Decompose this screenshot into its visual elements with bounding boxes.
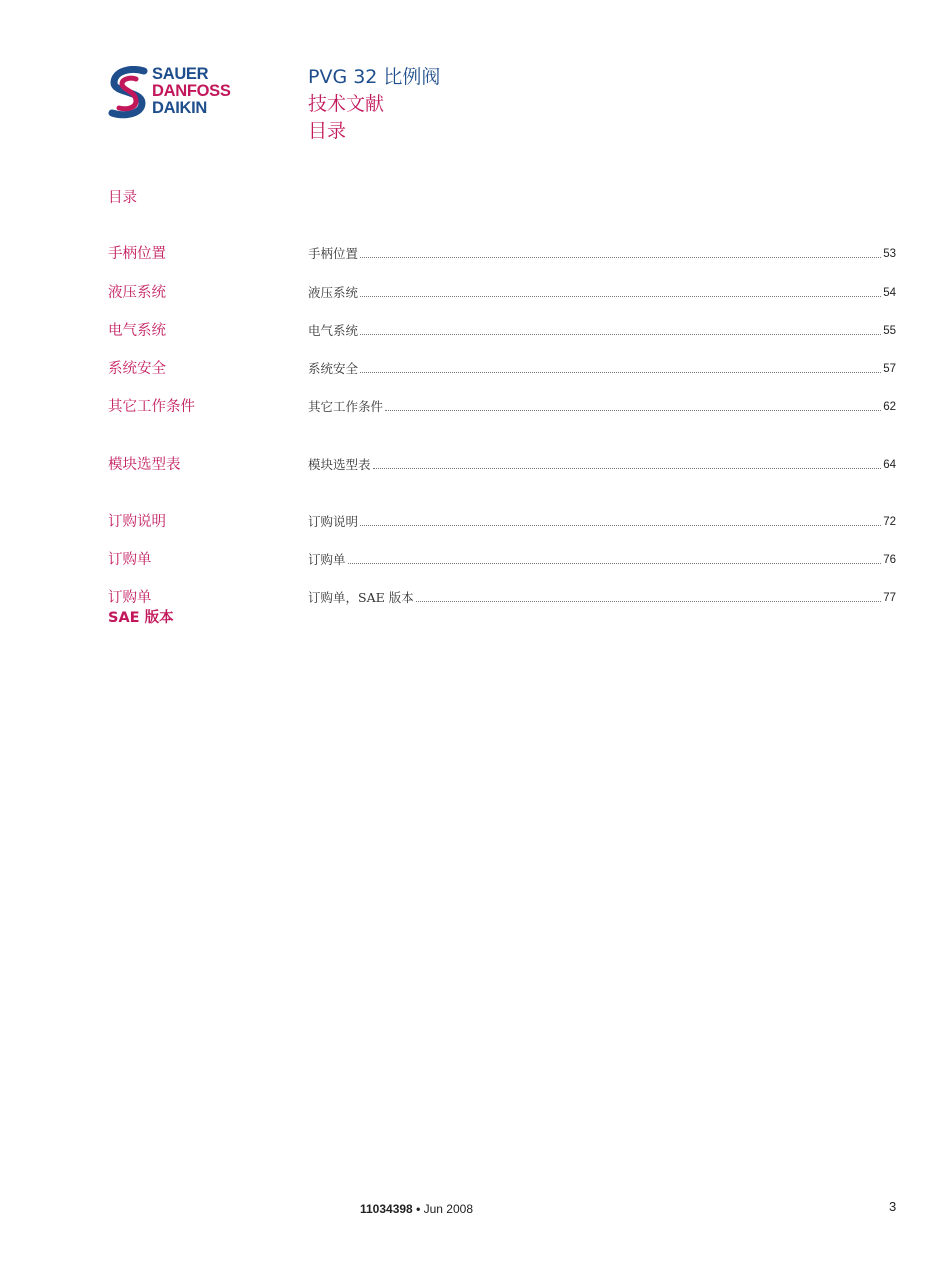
logo-wordmark <box>152 66 231 117</box>
toc-heading: 目录 <box>108 190 137 206</box>
toc-leader-dots <box>360 295 881 297</box>
product-title: PVG 32 比例阀 <box>308 66 441 88</box>
toc-leader-dots <box>373 467 882 469</box>
toc-category: 电气系统 <box>108 323 166 339</box>
toc-entry-title: 模块选型表 <box>308 457 371 472</box>
toc-leader-dots <box>416 600 882 602</box>
toc-entry[interactable] <box>308 457 896 473</box>
toc-row[interactable] <box>0 359 950 399</box>
toc-page-number: 62 <box>883 401 896 413</box>
toc-category: 手柄位置 <box>108 246 166 262</box>
document-header <box>308 64 440 145</box>
toc-category: 订购说明 <box>108 514 166 530</box>
toc-page-number: 53 <box>883 248 896 260</box>
toc-entry[interactable] <box>308 514 896 530</box>
toc-category: 订购单 <box>108 552 152 568</box>
toc-page-number: 57 <box>883 363 896 375</box>
toc-category-line1: 订购单 <box>108 590 152 606</box>
toc-entry-title: 订购单，SAE 版本 <box>308 590 414 605</box>
toc-entry-title: 液压系统 <box>308 285 359 300</box>
toc-page-number: 54 <box>883 287 896 299</box>
toc-category: 液压系统 <box>108 285 166 301</box>
document-section: 目录 <box>308 120 347 142</box>
toc-row[interactable] <box>0 588 950 632</box>
toc-entry[interactable] <box>308 285 896 301</box>
toc-entry-title: 系统安全 <box>308 361 359 376</box>
toc-row[interactable] <box>0 512 950 552</box>
document-number: 11034398 <box>360 1202 413 1216</box>
logo-mark-icon <box>108 66 148 120</box>
toc-leader-dots <box>360 524 881 526</box>
toc-page-number: 77 <box>883 592 896 604</box>
toc-leader-dots <box>360 256 881 258</box>
company-logo <box>108 66 244 120</box>
toc-leader-dots <box>385 409 881 411</box>
toc-row[interactable] <box>0 397 950 437</box>
toc-entry-title: 手柄位置 <box>308 246 359 261</box>
toc-entry-title: 电气系统 <box>308 323 359 338</box>
document-type: 技术文献 <box>308 93 385 115</box>
footer-document-info <box>360 1202 473 1216</box>
logo-word-daikin: DAIKIN <box>152 99 208 117</box>
toc-entry[interactable] <box>308 399 896 415</box>
logo-word-danfoss: DANFOSS <box>152 82 231 100</box>
toc-page-number: 76 <box>883 554 896 566</box>
toc-row[interactable] <box>0 321 950 361</box>
toc-entry[interactable] <box>308 246 896 262</box>
toc-entry[interactable] <box>308 552 896 568</box>
document-date: Jun 2008 <box>423 1202 474 1216</box>
toc-row[interactable] <box>0 455 950 495</box>
toc-category-line2: SAE 版本 <box>108 610 174 626</box>
toc-entry[interactable] <box>308 323 896 339</box>
toc-entry[interactable] <box>308 361 896 377</box>
toc-leader-dots <box>360 371 881 373</box>
toc-row[interactable] <box>0 550 950 590</box>
toc-row[interactable] <box>0 244 950 284</box>
toc-entry[interactable] <box>308 590 896 606</box>
toc-leader-dots <box>348 562 882 564</box>
toc-row[interactable] <box>0 283 950 323</box>
toc-category <box>108 588 174 628</box>
toc-entry-title: 订购单 <box>308 552 346 567</box>
toc-entry-title: 其它工作条件 <box>308 399 384 414</box>
page-number: 3 <box>889 1199 897 1214</box>
toc-category: 系统安全 <box>108 361 166 377</box>
toc-page-number: 64 <box>883 459 896 471</box>
toc-category: 其它工作条件 <box>108 399 195 415</box>
toc-leader-dots <box>360 333 881 335</box>
footer-separator: • <box>416 1202 421 1216</box>
toc-page-number: 72 <box>883 516 896 528</box>
toc-entry-title: 订购说明 <box>308 514 359 529</box>
toc-page-number: 55 <box>883 325 896 337</box>
toc-category: 模块选型表 <box>108 457 181 473</box>
logo-word-sauer: SAUER <box>152 65 209 83</box>
